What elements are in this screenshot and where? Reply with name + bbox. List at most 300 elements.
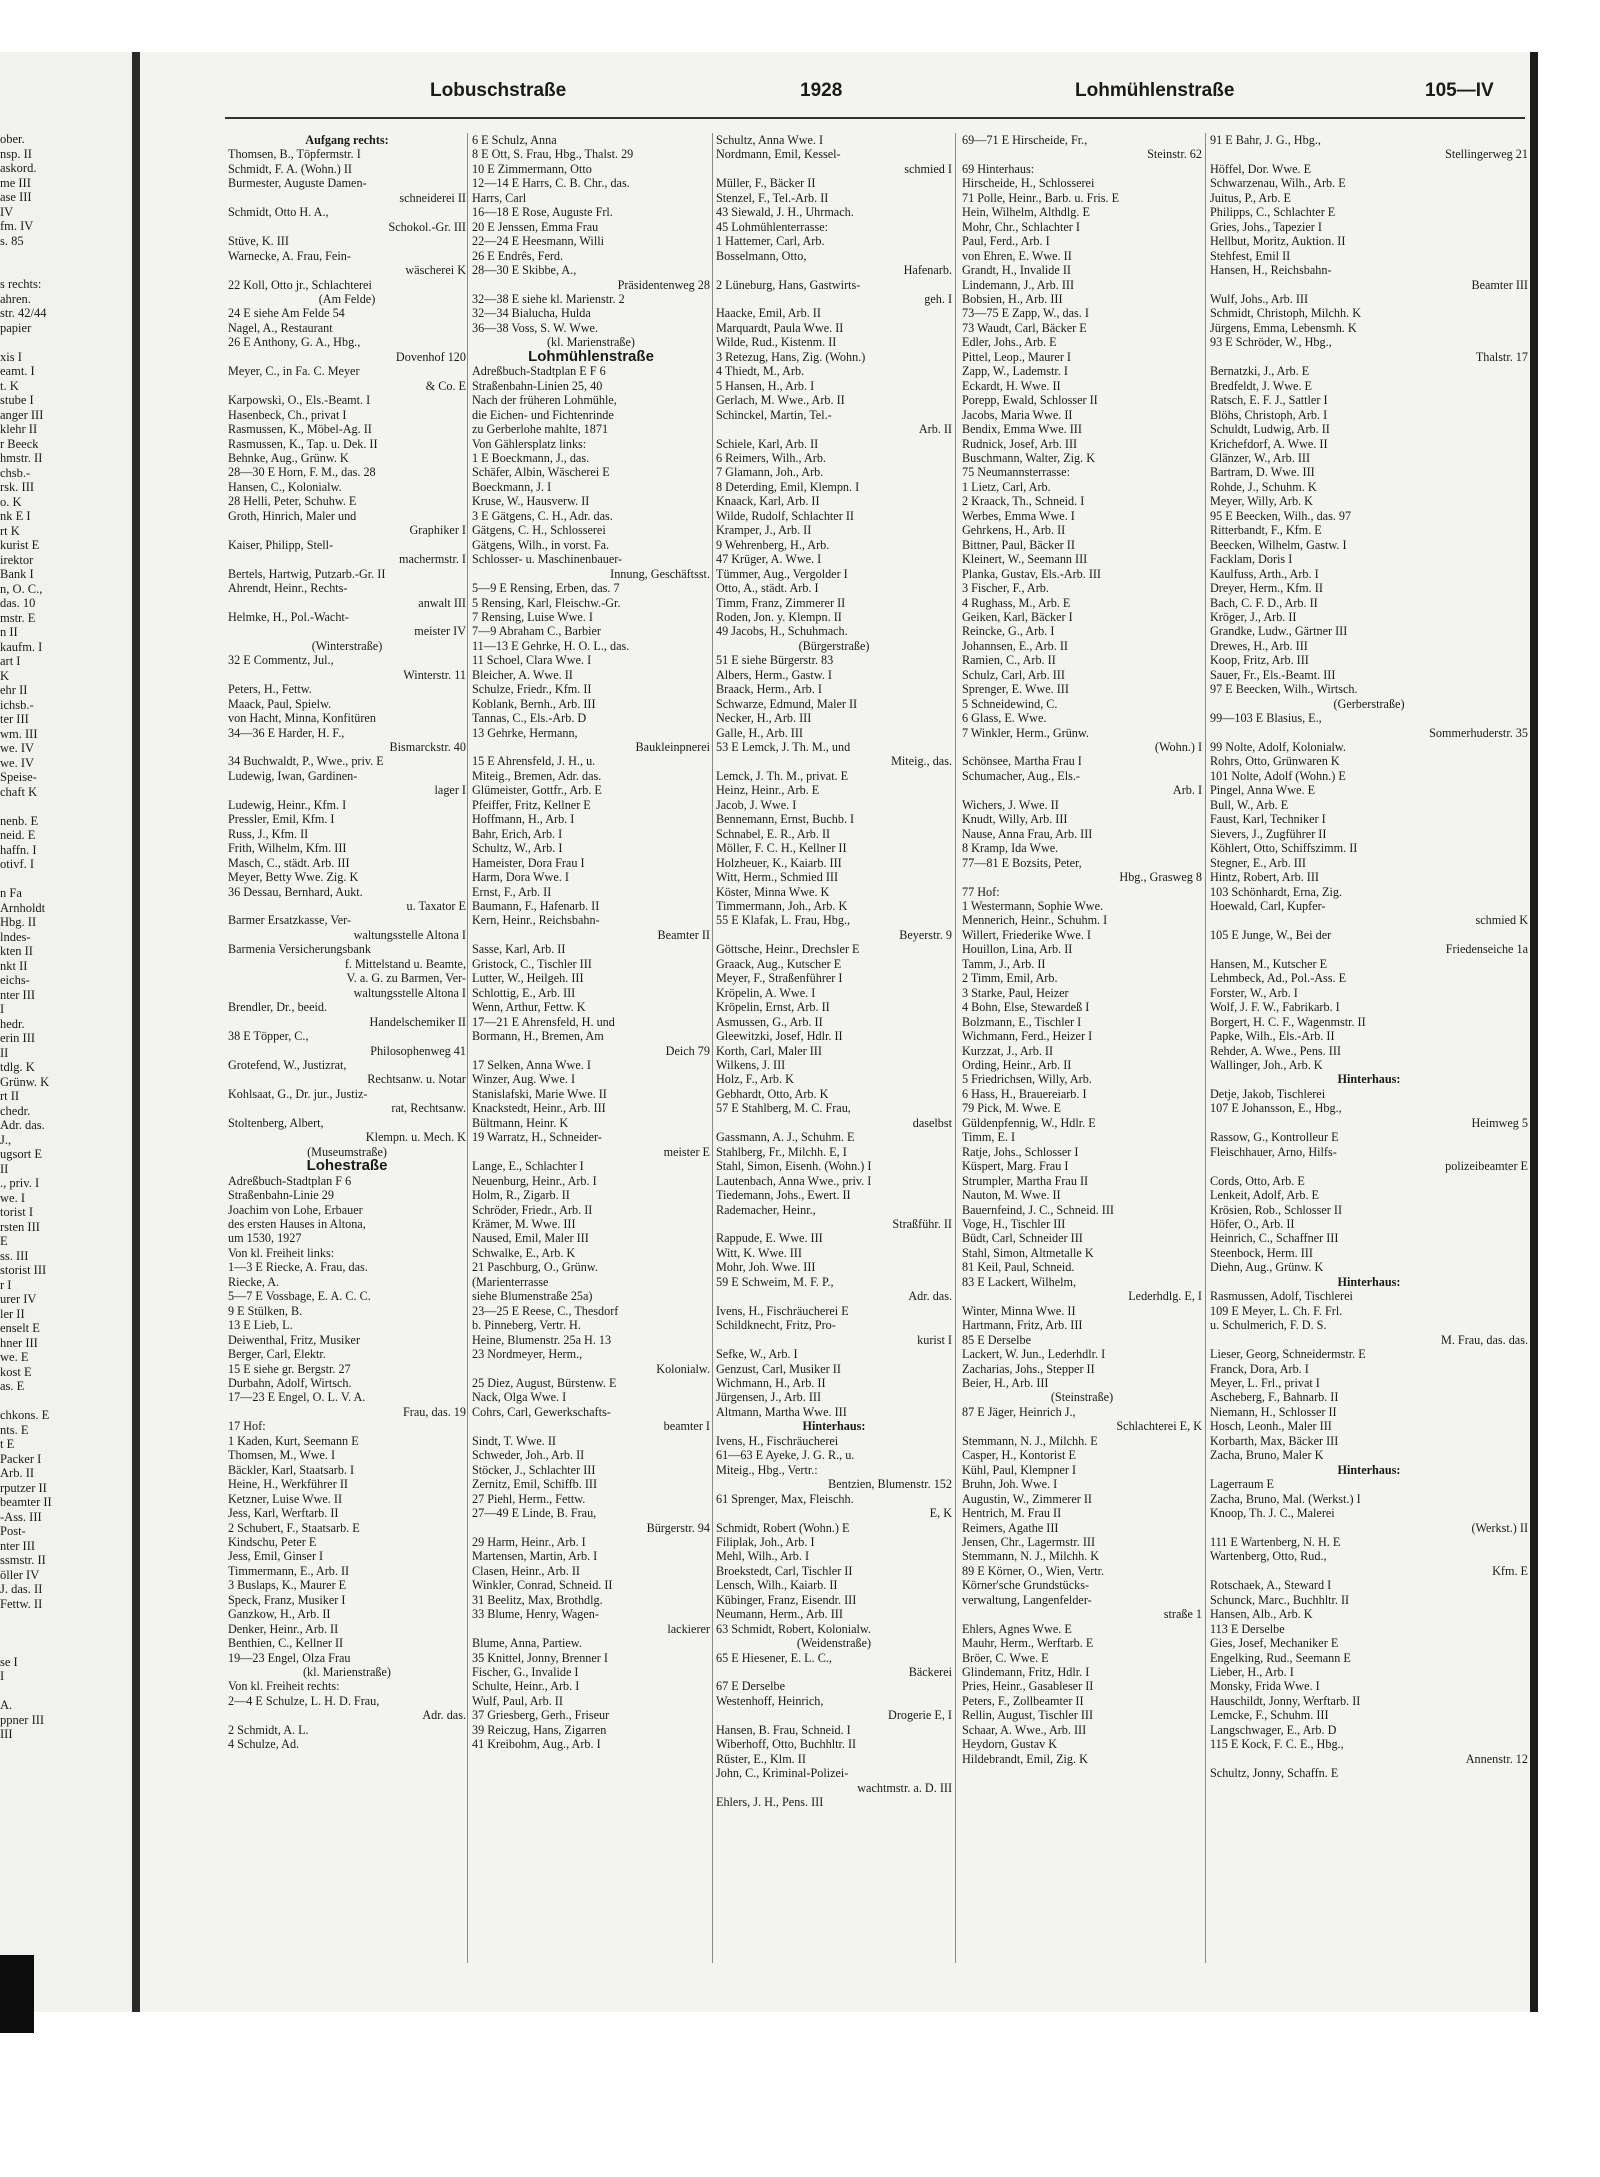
previous-page-fragment: xis I	[0, 349, 22, 364]
directory-entry: Holzheuer, K., Kaiarb. III	[716, 855, 842, 870]
directory-entry: Wilde, Rud., Kistenm. II	[716, 335, 837, 350]
directory-entry: Schnabel, E. R., Arb. II	[716, 826, 831, 841]
directory-entry: Willert, Friederike Wwe. I	[962, 927, 1091, 942]
directory-entry: Brendler, Dr., beeid.	[228, 1000, 328, 1015]
directory-entry: Innung, Geschäftsst.	[610, 566, 710, 581]
directory-entry: Timmermann, Joh., Arb. K	[716, 899, 848, 914]
directory-entry: 1—3 E Riecke, A. Frau, das.	[228, 1260, 368, 1275]
directory-entry: 113 E Derselbe	[1210, 1621, 1285, 1636]
directory-entry: Heinz, Heinr., Arb. E	[716, 783, 820, 798]
directory-entry: Stehfest, Emil II	[1210, 248, 1291, 263]
directory-entry: Cohrs, Carl, Gewerkschafts-	[472, 1404, 611, 1419]
directory-entry: wachtmstr. a. D. III	[857, 1780, 952, 1795]
directory-entry: 7—9 Abraham C., Barbier	[472, 624, 601, 639]
directory-entry: Knackstedt, Heinr., Arb. III	[472, 1101, 606, 1116]
previous-page-fragment: enselt E	[0, 1321, 40, 1335]
directory-entry: 5 Friedrichsen, Willy, Arb.	[962, 1072, 1092, 1087]
directory-entry: Bach, C. F. D., Arb. II	[1210, 595, 1318, 610]
directory-entry: Voge, H., Tischler III	[962, 1216, 1066, 1231]
directory-entry: Bittner, Paul, Bäcker II	[962, 537, 1075, 552]
directory-entry: Speck, Franz, Musiker I	[228, 1592, 346, 1607]
previous-page-fragment: nsp. II	[0, 146, 32, 161]
directory-entry: Lenkeit, Adolf, Arb. E	[1210, 1188, 1319, 1203]
previous-page-fragment: n II	[0, 625, 18, 639]
directory-entry: u. Taxator E	[406, 899, 466, 914]
directory-entry: Hasenbeck, Ch., privat I	[228, 407, 347, 422]
directory-entry: Papke, Wilh., Els.-Arb. II	[1210, 1029, 1335, 1044]
directory-entry: Schröder, Friedr., Arb. II	[472, 1202, 593, 1217]
directory-entry: Philipps, C., Schlachter E	[1210, 205, 1336, 220]
directory-entry: 69—71 E Hirscheide, Fr.,	[962, 133, 1088, 147]
directory-entry: 38 E Töpper, C.,	[228, 1029, 309, 1044]
directory-entry: Bormann, H., Bremen, Am	[472, 1029, 604, 1044]
directory-entry: daselbst	[912, 1115, 952, 1130]
directory-entry: Glümeister, Gottfr., Arb. E	[472, 783, 602, 798]
previous-page-fragment: Hbg. II	[0, 915, 37, 929]
previous-page-fragment: nenb. E	[0, 813, 39, 828]
directory-entry: Köhlert, Otto, Schiffszimm. II	[1210, 841, 1358, 856]
directory-entry: Strumpler, Martha Frau II	[962, 1173, 1089, 1188]
directory-entry: Neuenburg, Heinr., Arb. I	[472, 1173, 597, 1188]
directory-entry: Sprenger, E. Wwe. III	[962, 682, 1069, 697]
previous-page-fragment: n, O. C.,	[0, 581, 43, 596]
directory-entry: Frith, Wilhelm, Kfm. III	[228, 841, 347, 856]
directory-entry: Stanislafski, Marie Wwe. II	[472, 1086, 607, 1101]
directory-entry: Grotefend, W., Justizrat,	[228, 1058, 347, 1072]
directory-entry: Hintz, Robert, Arb. III	[1210, 870, 1319, 885]
directory-entry: Thalstr. 17	[1475, 349, 1528, 364]
previous-page-fragment: ase III	[0, 190, 32, 204]
directory-entry: 21 Paschburg, O., Grünw.	[472, 1260, 598, 1275]
directory-entry: Gerlach, M. Wwe., Arb. II	[716, 393, 845, 408]
directory-entry: 17 Selken, Anna Wwe. I	[472, 1058, 591, 1072]
directory-entry: Korbarth, Max, Bäcker III	[1210, 1433, 1339, 1448]
directory-entry: meister E	[663, 1144, 710, 1159]
directory-entry: Kurzzat, J., Arb. II	[962, 1043, 1054, 1058]
directory-entry: Ludewig, Iwan, Gardinen-	[228, 768, 358, 783]
directory-entry: Ascheberg, F., Bahnarb. II	[1210, 1390, 1339, 1405]
directory-entry: Bismarckstr. 40	[389, 740, 466, 755]
previous-page-fragment: Arb. II	[0, 1466, 35, 1480]
directory-entry: Kaiser, Philipp, Stell-	[228, 537, 334, 552]
directory-entry: Bürgerstr. 94	[646, 1520, 710, 1535]
directory-entry: Nordmann, Emil, Kessel-	[716, 147, 841, 162]
directory-entry: Geiken, Karl, Bäcker I	[962, 609, 1073, 624]
directory-entry: 93 E Schröder, W., Hbg.,	[1210, 335, 1332, 350]
directory-entry: Behnke, Aug., Grünw. K	[228, 450, 349, 465]
directory-entry: Zapp, W., Lademstr. I	[962, 364, 1068, 379]
directory-entry: 1 Kaden, Kurt, Seemann E	[228, 1433, 359, 1448]
directory-entry: Möller, F. C. H., Kellner II	[716, 841, 847, 856]
directory-entry: Glänzer, W., Arb. III	[1210, 450, 1311, 465]
previous-page-fragment: ppner III	[0, 1712, 45, 1727]
directory-entry: 17—21 E Ahrensfeld, H. und	[472, 1014, 615, 1029]
directory-entry: Schunck, Marc., Buchhltr. II	[1210, 1592, 1350, 1607]
directory-entry: Lieser, Georg, Schneidermstr. E	[1210, 1347, 1366, 1362]
previous-page-fragment: ugsort E	[0, 1147, 43, 1161]
directory-entry: Pittel, Leop., Maurer I	[962, 349, 1071, 364]
directory-entry: Gassmann, A. J., Schuhm. E	[716, 1130, 855, 1145]
directory-entry: 71 Polle, Heinr., Barb. u. Fris. E	[962, 190, 1120, 205]
directory-entry: Winterstr. 11	[403, 667, 466, 682]
directory-entry: Hafenarb.	[903, 263, 952, 278]
directory-entry: Heine, Blumenstr. 25a H. 13	[472, 1332, 612, 1347]
directory-entry: Stahl, Simon, Altmetalle K	[962, 1245, 1094, 1260]
directory-entry: Rasmussen, K., Tap. u. Dek. II	[228, 436, 378, 451]
directory-entry: Roden, Jon. y. Klempn. II	[716, 609, 842, 624]
directory-entry: Otto, A., städt. Arb. I	[716, 581, 819, 596]
directory-entry: 8 Deterding, Emil, Klempn. I	[716, 479, 860, 494]
directory-entry: 7 Rensing, Luise Wwe. I	[472, 609, 593, 624]
directory-entry: siehe Blumenstraße 25a)	[472, 1289, 593, 1304]
directory-entry: Stöcker, J., Schlachter III	[472, 1462, 596, 1477]
directory-entry: Edler, Johs., Arb. E	[962, 335, 1057, 350]
previous-page-fragment: nk E I	[0, 509, 31, 523]
directory-entry: Wiberhoff, Otto, Buchhltr. II	[716, 1737, 857, 1752]
directory-entry: Hauschildt, Jonny, Werftarb. II	[1210, 1693, 1361, 1708]
directory-entry: Casper, H., Kontorist E	[962, 1448, 1076, 1463]
directory-entry: Fischer, G., Invalide I	[472, 1665, 579, 1680]
directory-entry: 28 Helli, Peter, Schuhw. E	[228, 494, 357, 509]
directory-entry: Stoltenberg, Albert,	[228, 1115, 324, 1130]
directory-entry: von Hacht, Minna, Konfitüren	[228, 711, 376, 726]
directory-entry: Drewes, H., Arb. III	[1210, 638, 1308, 653]
directory-entry: kurist I	[917, 1332, 952, 1347]
directory-entry: Miteig., Bremen, Adr. das.	[472, 768, 602, 783]
directory-entry: Wulf, Johs., Arb. III	[1210, 291, 1309, 306]
directory-entry: 35 Knittel, Jonny, Brenner I	[472, 1650, 608, 1665]
directory-entry: 111 E Wartenberg, N. H. E	[1210, 1534, 1341, 1549]
column-separator	[955, 133, 956, 1963]
directory-entry: Zacha, Bruno, Maler K	[1210, 1448, 1324, 1463]
directory-entry: Drogerie E, I	[888, 1708, 952, 1723]
directory-entry: Lemcke, F., Schuhm. III	[1210, 1708, 1329, 1723]
directory-entry: rat, Rechtsanw.	[391, 1101, 466, 1116]
directory-entry: Kaulfuss, Arth., Arb. I	[1210, 566, 1319, 581]
directory-entry: 4 Rughass, M., Arb. E	[962, 595, 1071, 610]
directory-entry: Höfer, O., Arb. II	[1210, 1216, 1295, 1231]
directory-entry: Pressler, Emil, Kfm. I	[228, 812, 335, 827]
directory-entry: u. Schulmerich, F. D. S.	[1210, 1318, 1327, 1333]
directory-entry: 53 E Lemck, J. Th. M., und	[716, 740, 851, 755]
directory-entry: 23 Nordmeyer, Herm.,	[472, 1347, 583, 1362]
directory-entry: 36—38 Voss, S. W. Wwe.	[472, 320, 598, 335]
directory-entry: Rappude, E. Wwe. III	[716, 1231, 823, 1246]
directory-entry: 109 E Meyer, L. Ch. F. Frl.	[1210, 1303, 1343, 1318]
directory-entry: Ording, Heinr., Arb. II	[962, 1058, 1072, 1072]
directory-entry: Annenstr. 12	[1465, 1751, 1528, 1766]
directory-entry: Steenbock, Herm. III	[1210, 1245, 1313, 1260]
directory-entry: Rotschaek, A., Steward I	[1210, 1578, 1332, 1593]
previous-page-fragment: II	[0, 1161, 9, 1176]
directory-entry: Borgert, H. C. F., Wagenmstr. II	[1210, 1014, 1366, 1029]
directory-entry: Gries, Johs., Tapezier I	[1210, 219, 1322, 234]
previous-page-fragment: hner III	[0, 1335, 38, 1350]
directory-entry: Lutter, W., Heilgeh. III	[472, 971, 584, 986]
directory-entry: 6 Reimers, Wilh., Arb.	[716, 450, 826, 465]
directory-entry: Boeckmann, J. I	[472, 479, 552, 494]
directory-entry: Ratsch, E. F. J., Sattler I	[1210, 393, 1328, 408]
directory-entry: 61—63 E Ayeke, J. G. R., u.	[716, 1448, 855, 1463]
directory-entry: Rasmussen, K., Möbel-Ag. II	[228, 422, 372, 437]
directory-entry: Hinterhaus:	[802, 1419, 866, 1434]
directory-entry: Stemmann, N. J., Milchh. K	[962, 1549, 1100, 1564]
directory-entry: 9 Wehrenberg, H., Arb.	[716, 537, 830, 552]
directory-entry: Ratje, Johs., Schlosser I	[962, 1144, 1079, 1159]
directory-entry: Heine, H., Werkführer II	[228, 1477, 348, 1492]
directory-entry: Lautenbach, Anna Wwe., priv. I	[716, 1173, 872, 1188]
directory-entry: Mehl, Wilh., Arb. I	[716, 1549, 810, 1564]
directory-entry: Hameister, Dora Frau I	[472, 855, 585, 870]
directory-entry: Jess, Emil, Ginser I	[228, 1549, 324, 1564]
directory-entry: Helmke, H., Pol.-Wacht-	[228, 609, 349, 624]
directory-entry: 29 Harm, Heinr., Arb. I	[472, 1534, 586, 1549]
directory-entry: Thomsen, M., Wwe. I	[228, 1448, 336, 1463]
directory-entry: Riecke, A.	[228, 1274, 280, 1289]
directory-entry: 61 Sprenger, Max, Fleischh.	[716, 1491, 854, 1506]
previous-page-fragment: eamt. I	[0, 364, 35, 378]
directory-entry: 5—9 E Rensing, Erben, das. 7	[472, 581, 620, 596]
directory-entry: Bäckerei	[908, 1665, 952, 1680]
previous-page-fragment: papier	[0, 320, 32, 335]
directory-entry: Johannsen, E., Arb. II	[962, 638, 1068, 653]
directory-entry: Kröger, J., Arb. II	[1210, 609, 1297, 624]
directory-entry: 105 E Junge, W., Bei der	[1210, 927, 1332, 942]
directory-entry: Werbes, Emma Wwe. I	[962, 508, 1075, 523]
directory-entry: 5—7 E Vossbage, E. A. C. C.	[228, 1289, 371, 1304]
previous-page-fragment: Speise-	[0, 770, 37, 784]
directory-entry: Warnecke, A. Frau, Fein-	[228, 248, 351, 263]
previous-page-fragment: das. 10	[0, 596, 36, 610]
directory-entry: Lindemann, J., Arb. III	[962, 277, 1075, 292]
directory-entry: 41 Kreibohm, Aug., Arb. I	[472, 1737, 601, 1752]
previous-page-fragment: tdlg. K	[0, 1060, 35, 1074]
directory-entry: Güldenpfennig, W., Hdlr. E	[962, 1115, 1096, 1130]
directory-entry: polizeibeamter E	[1445, 1159, 1528, 1174]
directory-entry: Reincke, G., Arb. I	[962, 624, 1055, 639]
directory-entry: Witt, K. Wwe. III	[716, 1245, 802, 1260]
directory-entry: 3 Fischer, F., Arb.	[962, 581, 1049, 596]
previous-page-fragment: klehr II	[0, 422, 38, 436]
directory-entry: Witt, Herm., Schmied III	[716, 870, 839, 885]
directory-entry: Tannas, C., Els.-Arb. D	[472, 711, 587, 726]
directory-entry: Beecken, Wilhelm, Gastw. I	[1210, 537, 1347, 552]
directory-entry: 67 E Derselbe	[716, 1679, 786, 1694]
directory-entry: Graphiker I	[409, 523, 466, 538]
directory-entry: Nagel, A., Restaurant	[228, 320, 333, 335]
directory-entry: Harm, Dora Wwe. I	[472, 870, 569, 885]
previous-page-fragment: kurist E	[0, 538, 40, 552]
directory-entry: (Gerberstraße)	[1333, 696, 1405, 711]
directory-entry: Schaar, A. Wwe., Arb. III	[962, 1722, 1087, 1737]
directory-entry: Barmer Ersatzkasse, Ver-	[228, 913, 352, 928]
directory-entry: Schokol.-Gr. III	[388, 219, 466, 234]
directory-entry: Göttsche, Heinr., Drechsler E	[716, 942, 860, 957]
directory-entry: Lemck, J. Th. M., privat. E	[716, 768, 849, 783]
directory-entry: Barmenia Versicherungsbank	[228, 942, 371, 957]
directory-entry: 73—75 E Zapp, W., das. I	[962, 306, 1089, 321]
directory-entry: Wartenberg, Otto, Rud.,	[1210, 1549, 1327, 1564]
directory-entry: Broekstedt, Carl, Tischler II	[716, 1563, 853, 1578]
previous-page-fragment: beamter II	[0, 1495, 52, 1509]
directory-entry: Heinrich, C., Schaffner III	[1210, 1231, 1339, 1246]
directory-entry: Bredfeldt, J. Wwe. E	[1210, 378, 1312, 393]
directory-entry: Franck, Dora, Arb. I	[1210, 1361, 1309, 1376]
directory-entry: Schumacher, Aug., Els.-	[962, 768, 1080, 783]
directory-entry: Gleewitzki, Josef, Hdlr. II	[716, 1029, 843, 1044]
directory-entry: Schweder, Joh., Arb. II	[472, 1448, 585, 1463]
directory-entry: Tamm, J., Arb. II	[962, 956, 1046, 971]
directory-entry: (kl. Marienstraße)	[547, 335, 635, 350]
directory-entry: Miteig., das.	[891, 754, 952, 769]
directory-entry: Korth, Carl, Maler III	[716, 1043, 822, 1058]
directory-entry: 33 Blume, Henry, Wagen-	[472, 1607, 599, 1622]
directory-entry: V. a. G. zu Barmen, Ver-	[346, 971, 466, 986]
previous-page-fragment: as. E	[0, 1379, 25, 1393]
previous-page-fragment: me III	[0, 175, 31, 190]
directory-entry: Wichers, J. Wwe. II	[962, 797, 1059, 812]
directory-entry: Rellin, August, Tischler III	[962, 1708, 1094, 1723]
directory-entry: Hirscheide, H., Schlosserei	[962, 176, 1095, 191]
directory-entry: Büdt, Carl, Schneider III	[962, 1231, 1083, 1246]
directory-entry: Adr. das.	[908, 1289, 952, 1304]
directory-entry: Ramien, C., Arb. II	[962, 653, 1056, 668]
directory-entry: Schuldt, Ludwig, Arb. II	[1210, 422, 1330, 437]
directory-entry: Zernitz, Emil, Schiffb. III	[472, 1477, 597, 1492]
directory-entry: schneiderei II	[399, 190, 466, 205]
directory-entry: Holz, F., Arb. K	[716, 1072, 794, 1087]
directory-entry: 6 Hass, H., Brauereiarb. I	[962, 1086, 1087, 1101]
directory-entry: Mennerich, Heinr., Schuhm. I	[962, 913, 1108, 928]
directory-entry: Beamter III	[1471, 277, 1528, 292]
directory-entry: Ketzner, Luise Wwe. II	[228, 1491, 343, 1506]
previous-page-fragment: storist III	[0, 1263, 47, 1277]
directory-entry: Wolf, J. F. W., Fabrikarb. I	[1210, 1000, 1340, 1015]
directory-entry: 31 Beelitz, Max, Brothdlg.	[472, 1592, 603, 1607]
directory-entry: Lange, E., Schlachter I	[472, 1159, 584, 1174]
directory-entry: Koblank, Bernh., Arb. III	[472, 696, 596, 711]
previous-page-fragment: haffn. I	[0, 842, 37, 857]
directory-entry: 28—30 E Horn, F. M., das. 28	[228, 465, 376, 480]
directory-entry: 4 Thiedt, M., Arb.	[716, 364, 805, 379]
previous-page-fragment: fm. IV	[0, 219, 34, 233]
directory-entry: 2 Timm, Emil, Arb.	[962, 971, 1058, 986]
previous-page-fragment: eichs-	[0, 973, 30, 987]
directory-entry: Engelking, Rud., Seemann E	[1210, 1650, 1351, 1665]
directory-entry: Schiele, Karl, Arb. II	[716, 436, 819, 451]
directory-entry: Porepp, Ewald, Schlosser II	[962, 393, 1098, 408]
directory-entry: Bröer, C. Wwe. E	[962, 1650, 1049, 1665]
directory-entry: & Co. E	[425, 378, 466, 393]
directory-entry: Meyer, Willy, Arb. K	[1210, 494, 1313, 509]
directory-entry: Gätgens, C. H., Schlosserei	[472, 523, 606, 538]
directory-entry: schmied I	[904, 161, 952, 176]
directory-entry: Hansen, Alb., Arb. K	[1210, 1607, 1313, 1622]
directory-entry: Timm, E. I	[962, 1130, 1016, 1145]
directory-entry: Knaack, Karl, Arb. II	[716, 494, 820, 509]
directory-entry: Sommerhuderstr. 35	[1429, 725, 1528, 740]
previous-page-fragment: askord.	[0, 161, 37, 175]
directory-entry: 49 Jacobs, H., Schuhmach.	[716, 624, 848, 639]
directory-entry: Stüve, K. III	[228, 234, 289, 249]
directory-entry: 115 E Kock, F. C. E., Hbg.,	[1210, 1737, 1344, 1752]
directory-entry: Köster, Minna Wwe. K	[716, 884, 830, 899]
directory-entry: 26 E Endrês, Ferd.	[472, 248, 564, 263]
directory-entry: Schwalke, E., Arb. K	[472, 1245, 576, 1260]
directory-entry: b. Pinneberg, Vertr. H.	[472, 1318, 581, 1333]
directory-entry: Beyerstr. 9	[899, 927, 952, 942]
previous-page-fragment: otivf. I	[0, 857, 35, 871]
directory-entry: 85 E Derselbe	[962, 1332, 1032, 1347]
directory-entry: Peters, F., Zollbeamter II	[962, 1693, 1084, 1708]
directory-entry: Körner'sche Grundstücks-	[962, 1578, 1090, 1593]
directory-entry: Frau, das. 19	[403, 1404, 466, 1419]
directory-entry: Rudnick, Josef, Arb. III	[962, 436, 1078, 451]
directory-entry: Bobsien, H., Arb. III	[962, 291, 1063, 306]
directory-entry: Handelschemiker II	[369, 1014, 466, 1029]
directory-entry: Hoffmann, H., Arb. I	[472, 812, 575, 827]
directory-entry: Groth, Hinrich, Maler und	[228, 508, 357, 523]
directory-entry: Naused, Emil, Maler III	[472, 1231, 589, 1246]
previous-page-fragment: art I	[0, 654, 21, 668]
directory-entry: Timm, Franz, Zimmerer II	[716, 595, 846, 610]
directory-entry: 1 E Boeckmann, J., das.	[472, 450, 590, 465]
previous-page-fragment: nter III	[0, 1538, 36, 1553]
directory-entry: Schmidt, Christoph, Milchh. K	[1210, 306, 1361, 321]
previous-page-fragment: E	[0, 1234, 8, 1248]
directory-entry: waltungsstelle Altona I	[353, 927, 466, 942]
directory-entry: Bertels, Hartwig, Putzarb.-Gr. II	[228, 566, 386, 581]
directory-entry: Pfeiffer, Fritz, Kellner E	[472, 797, 591, 812]
directory-entry: Lieber, H., Arb. I	[1210, 1665, 1294, 1680]
previous-page-fragment: III	[0, 1727, 13, 1741]
previous-page-fragment: Packer I	[0, 1451, 42, 1466]
directory-entry: Ludewig, Heinr., Kfm. I	[228, 797, 347, 812]
previous-page-fragment: Adr. das.	[0, 1118, 45, 1132]
directory-entry: Jacob, J. Wwe. I	[716, 797, 797, 812]
directory-entry: 26 E Anthony, G. A., Hbg.,	[228, 335, 361, 350]
previous-page-fragment: wm. III	[0, 726, 38, 741]
directory-entry: Neumann, Herm., Arb. III	[716, 1607, 843, 1622]
directory-entry: Genzust, Carl, Musiker II	[716, 1361, 841, 1376]
directory-entry: Meyer, L. Frl., privat I	[1210, 1375, 1320, 1390]
directory-entry: 3 Starke, Paul, Heizer	[962, 985, 1069, 1000]
previous-page-fragment: rsk. III	[0, 480, 35, 494]
directory-entry: 95 E Beecken, Wilh., das. 97	[1210, 508, 1352, 523]
directory-entry: geh. I	[924, 291, 952, 306]
directory-entry: Gätgens, Wilh., in vorst. Fa.	[472, 537, 610, 552]
directory-entry: Necker, H., Arb. III	[716, 711, 812, 726]
directory-entry: Küspert, Marg. Frau I	[962, 1159, 1069, 1174]
directory-entry: Wenn, Arthur, Fettw. K	[472, 1000, 586, 1015]
previous-page-fragment: II	[0, 1045, 9, 1060]
directory-entry: Augustin, W., Zimmerer II	[962, 1491, 1092, 1506]
directory-entry: 99—103 E Blasius, E.,	[1210, 711, 1322, 726]
previous-page-fragment: neid. E	[0, 828, 36, 842]
directory-entry: 37 Griesberg, Gerh., Friseur	[472, 1708, 610, 1723]
directory-entry: Blöhs, Christoph, Arb. I	[1210, 407, 1328, 422]
directory-entry: 69 Hinterhaus:	[962, 161, 1035, 176]
directory-entry: 27 Piehl, Herm., Fettw.	[472, 1491, 586, 1506]
directory-entry: Bennemann, Ernst, Buchb. I	[716, 812, 855, 827]
directory-column-4	[962, 133, 1202, 1766]
directory-entry: 32—34 Bialucha, Hulda	[472, 306, 591, 321]
directory-entry: 97 E Beecken, Wilh., Wirtsch.	[1210, 682, 1358, 697]
directory-entry: Kruse, W., Hausverw. II	[472, 494, 590, 509]
directory-entry: Mohr, Joh. Wwe. III	[716, 1260, 816, 1275]
directory-entry: (kl. Marienstraße)	[303, 1665, 391, 1680]
directory-entry: Sindt, T. Wwe. II	[472, 1433, 556, 1448]
